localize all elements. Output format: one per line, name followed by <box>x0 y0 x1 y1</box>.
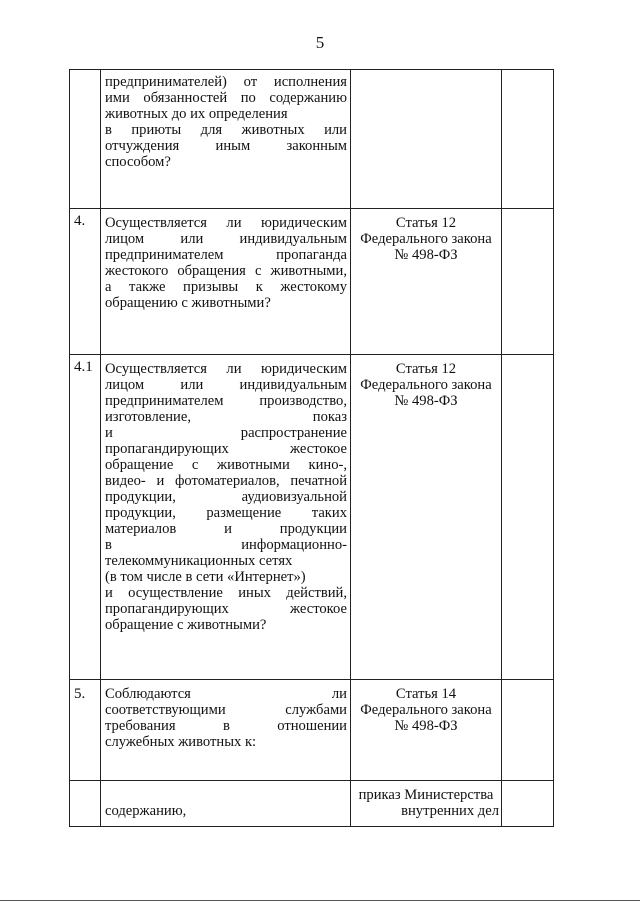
table-row <box>70 355 554 680</box>
question-line: соответствующими службами <box>105 702 347 718</box>
reference-cell <box>351 209 502 355</box>
question-line: материалов и продукции <box>105 521 347 537</box>
question-line: продукции, размещение таких <box>105 505 347 521</box>
reference-line: Статья 14 <box>395 686 457 702</box>
question-line: обращение с животными кино-, <box>105 457 347 473</box>
question-line: Осуществляется ли юридическим <box>105 361 347 377</box>
row-number: 5. <box>70 680 101 781</box>
table-row <box>70 209 554 355</box>
question-line: обращение с животными? <box>105 617 267 633</box>
question-line: лицом или индивидуальным <box>105 231 347 247</box>
reference-line: Федерального закона <box>360 231 492 247</box>
question-cell <box>101 355 351 680</box>
question-line: требования в отношении <box>105 718 347 734</box>
question-line: (в том числе в сети «Интернет») <box>105 569 306 585</box>
reference-line: приказ Министерства <box>358 787 494 803</box>
question-line: служебных животных к: <box>105 734 257 750</box>
question-line: а также призывы к жестокому <box>105 279 347 295</box>
page-number: 5 <box>315 33 325 52</box>
reference-line: № 498-ФЗ <box>394 718 458 734</box>
question-cell <box>101 781 351 827</box>
question-line: и осуществление иных действий, <box>105 585 347 601</box>
question-line: предпринимателей) от исполнения <box>105 74 347 90</box>
question-line: Осуществляется ли юридическим <box>105 215 347 231</box>
question-line: животных до их определения <box>105 106 288 122</box>
question-line: ими обязанностей по содержанию <box>105 90 347 106</box>
reference-cell <box>351 680 502 781</box>
question-line: Соблюдаются ли <box>105 686 347 702</box>
checklist-table <box>69 69 554 827</box>
question-line: телекоммуникационных сетях <box>105 553 293 569</box>
reference-line: Федерального закона <box>360 377 492 393</box>
question-line: жестокого обращения с животными, <box>105 263 347 279</box>
table-row <box>70 781 554 827</box>
row-number <box>70 70 101 209</box>
reference-cell <box>351 781 502 827</box>
question-line: предпринимателем пропаганда <box>105 247 347 263</box>
reference-cell <box>351 355 502 680</box>
answer-cell <box>502 209 554 355</box>
question-line: отчуждения иным законным <box>105 138 347 154</box>
question-line: содержанию, <box>105 803 187 819</box>
question-line: и распространение <box>105 425 347 441</box>
row-number: 4. <box>70 209 101 355</box>
question-cell <box>101 70 351 209</box>
answer-cell <box>502 680 554 781</box>
question-line: лицом или индивидуальным <box>105 377 347 393</box>
reference-line: Федерального закона <box>360 702 492 718</box>
question-line: обращению с животными? <box>105 295 271 311</box>
reference-line: № 498-ФЗ <box>394 393 458 409</box>
reference-line: внутренних дел <box>401 803 499 819</box>
reference-line: Статья 12 <box>395 361 457 377</box>
question-line: пропагандирующих жестокое <box>105 441 347 457</box>
row-number <box>70 781 101 827</box>
question-line: способом? <box>105 154 171 170</box>
table-row <box>70 680 554 781</box>
question-line: в информационно- <box>105 537 347 553</box>
answer-cell <box>502 355 554 680</box>
question-cell <box>101 680 351 781</box>
question-line: в приюты для животных или <box>105 122 347 138</box>
question-cell <box>101 209 351 355</box>
question-line: видео- и фотоматериалов, печатной <box>105 473 347 489</box>
page-bottom-rule <box>0 900 640 901</box>
table-row <box>70 70 554 209</box>
question-line: предпринимателем производство, <box>105 393 347 409</box>
question-line: изготовление, показ <box>105 409 347 425</box>
reference-cell <box>351 70 502 209</box>
row-number: 4.1 <box>70 355 101 680</box>
question-line: пропагандирующих жестокое <box>105 601 347 617</box>
reference-line: Статья 12 <box>395 215 457 231</box>
answer-cell <box>502 70 554 209</box>
question-line: продукции, аудиовизуальной <box>105 489 347 505</box>
reference-line: № 498-ФЗ <box>394 247 458 263</box>
answer-cell <box>502 781 554 827</box>
